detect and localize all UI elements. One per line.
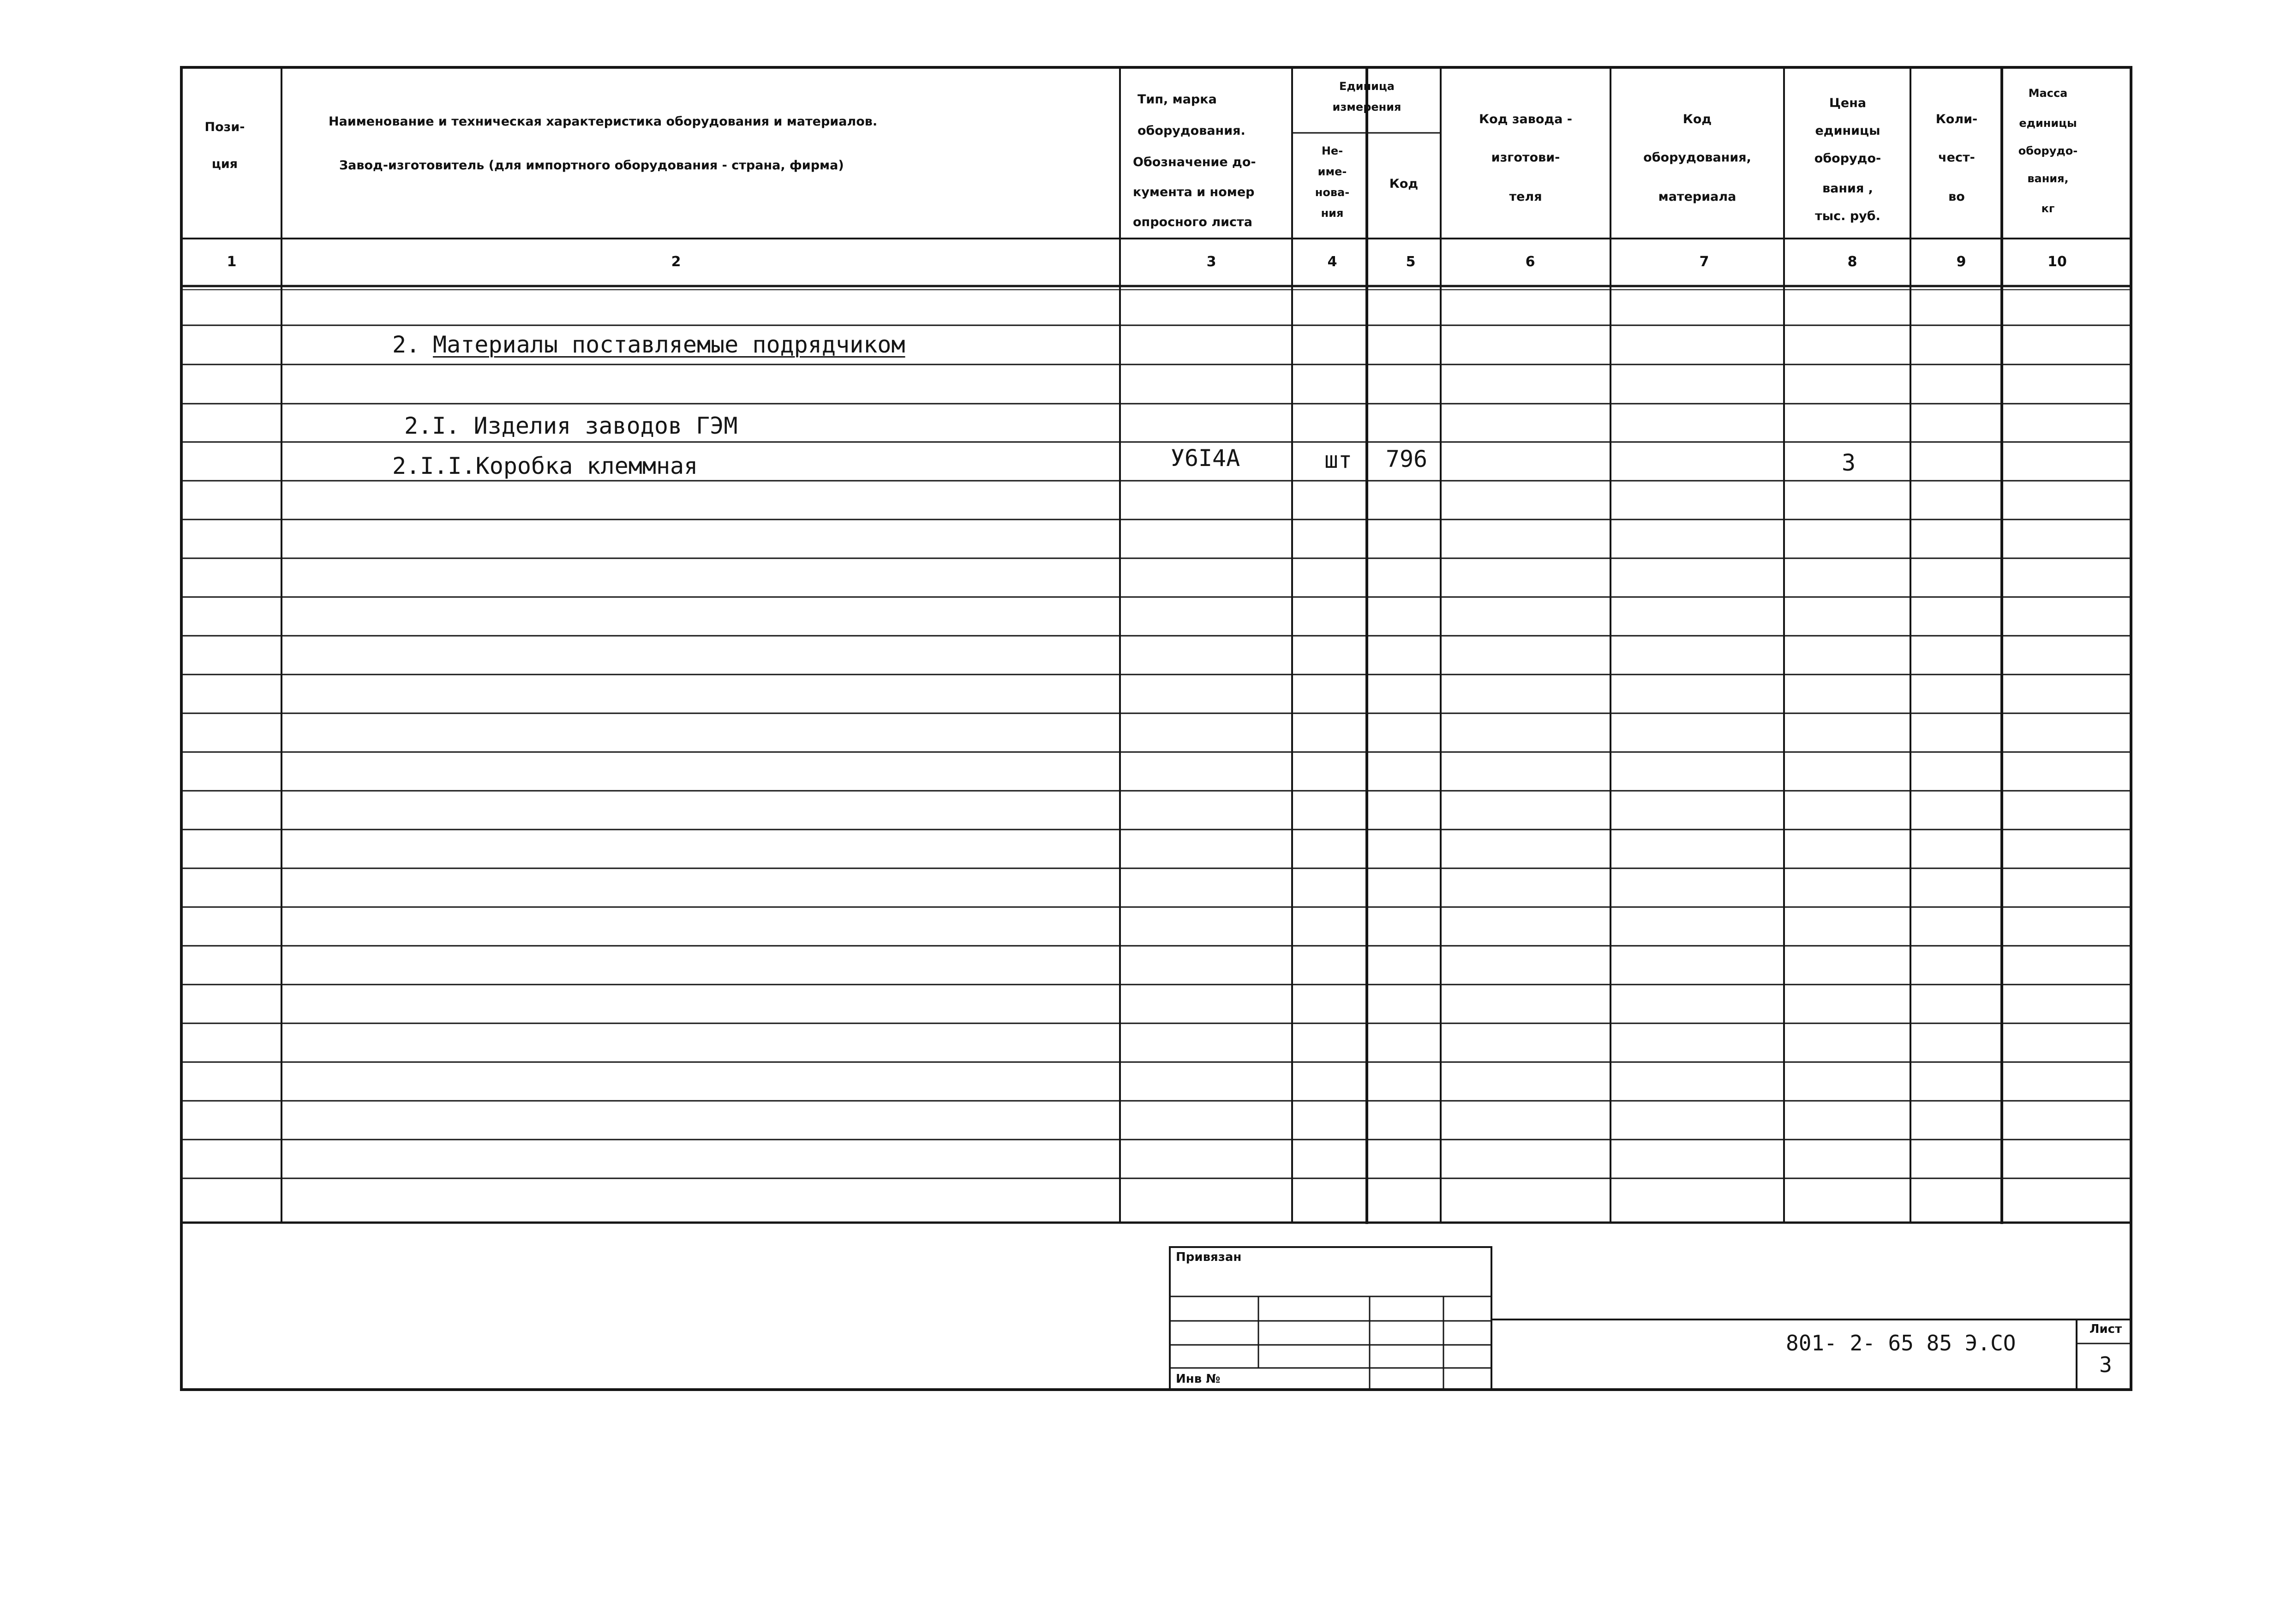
header-text: измерения bbox=[1332, 101, 1401, 113]
header-text: вания , bbox=[1822, 181, 1873, 196]
grid-lines bbox=[181, 67, 2131, 1390]
item-unit: шт bbox=[1324, 447, 1353, 473]
column-number: 4 bbox=[1327, 254, 1337, 270]
header-text: Не- bbox=[1321, 144, 1343, 157]
header-text: оборудо- bbox=[2018, 144, 2078, 157]
header-text: Код завода - bbox=[1479, 112, 1572, 126]
column-number: 8 bbox=[1847, 254, 1857, 270]
item-price: 3 bbox=[1841, 449, 1856, 476]
column-number: 2 bbox=[671, 254, 681, 270]
column-number: 6 bbox=[1525, 254, 1535, 270]
column-number: 10 bbox=[2048, 254, 2067, 270]
attached-label: Привязан bbox=[1176, 1250, 1242, 1264]
header-text: Пози- bbox=[204, 120, 245, 134]
header-text: единицы bbox=[2019, 117, 2077, 130]
column-number: 1 bbox=[227, 254, 237, 270]
column-number: 3 bbox=[1206, 254, 1216, 270]
header-text: име- bbox=[1317, 165, 1347, 178]
header-text: во bbox=[1948, 190, 1965, 204]
inv-label: Инв № bbox=[1176, 1372, 1221, 1386]
header-text: Завод-изготовитель (для импортного оборудования - страна, фирма) bbox=[339, 158, 844, 173]
header-text: кг bbox=[2041, 202, 2055, 215]
header-text: Масса bbox=[2028, 87, 2068, 100]
header-text: оборудования. bbox=[1138, 124, 1245, 138]
header-text: Обозначение до- bbox=[1133, 155, 1256, 169]
item-unit-code: 796 bbox=[1385, 446, 1428, 472]
subsection-heading: 2.I. Изделия заводов ГЭМ bbox=[404, 412, 738, 439]
header-text: единицы bbox=[1815, 124, 1880, 138]
header-text: ния bbox=[1321, 207, 1344, 220]
header-text: нова- bbox=[1315, 186, 1350, 199]
header-text: оборудо- bbox=[1814, 151, 1881, 166]
header-text: оборудования, bbox=[1643, 150, 1751, 165]
header-text: теля bbox=[1509, 190, 1542, 204]
header-text: Тип, марка bbox=[1138, 92, 1217, 107]
sheet-number: 3 bbox=[2099, 1352, 2112, 1377]
document-code: 801- 2- 65 85 Э.СО bbox=[1786, 1331, 2016, 1355]
header-text: изготови- bbox=[1491, 150, 1560, 165]
header-text: материала bbox=[1658, 190, 1736, 204]
header-text: Код bbox=[1682, 112, 1712, 126]
item-type: У6I4А bbox=[1170, 445, 1240, 472]
section-number: 2. bbox=[392, 331, 420, 358]
header-text: вания, bbox=[2027, 172, 2069, 185]
header-text: Цена bbox=[1829, 96, 1867, 110]
header-text: кумента и номер bbox=[1133, 185, 1255, 199]
item-name: 2.I.I.Коробка клеммная bbox=[392, 453, 698, 479]
column-number: 5 bbox=[1406, 254, 1416, 270]
header-text: Единица bbox=[1339, 80, 1395, 93]
section-title: Материалы поставляемые подрядчиком bbox=[433, 331, 905, 358]
column-number: 9 bbox=[1956, 254, 1966, 270]
header-text: опросного листа bbox=[1133, 215, 1252, 229]
header-text: Код bbox=[1389, 177, 1419, 191]
column-number: 7 bbox=[1699, 254, 1709, 270]
header-text: чест- bbox=[1938, 150, 1975, 165]
sheet-label: Лист bbox=[2089, 1322, 2122, 1336]
header-text: Коли- bbox=[1935, 112, 1978, 126]
header-text: ция bbox=[211, 157, 238, 171]
header-text: Наименование и техническая характеристика оборудования и материалов. bbox=[329, 114, 878, 129]
header-text: тыс. руб. bbox=[1815, 209, 1880, 223]
